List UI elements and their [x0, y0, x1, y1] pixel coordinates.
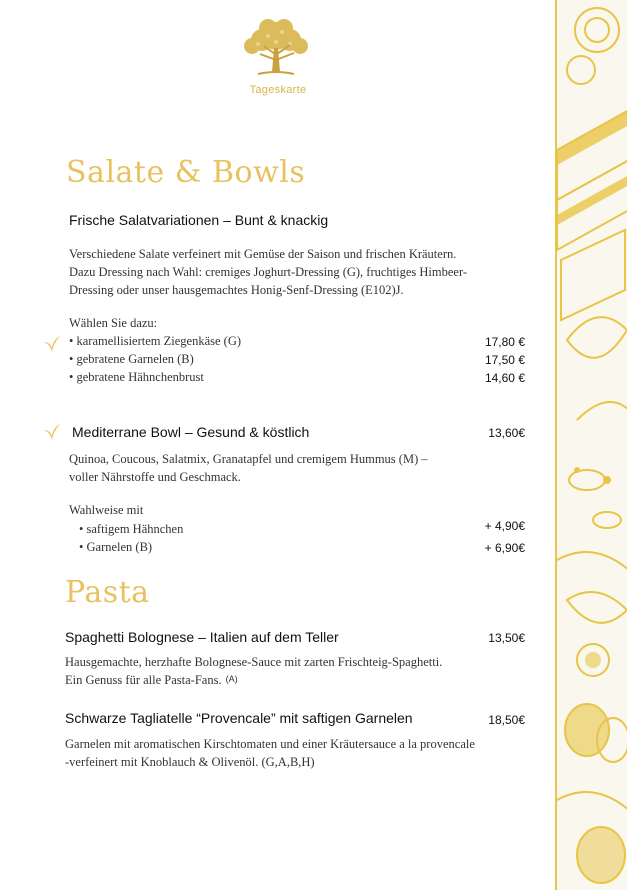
item-desc-bolognese: Hausgemachte, herzhafte Bolognese-Sauce mit zarten Frischteig-Spaghetti. Ein Genuss für alle Pasta-Fans. (A) — [65, 655, 443, 687]
item-title-mediterrane-bowl: Mediterrane Bowl – Gesund & köstlich — [72, 424, 310, 440]
allergen-label: (A) — [225, 674, 238, 684]
option-haehnchen: • saftigem Hähnchen — [79, 522, 184, 536]
price-garnelen: 17,50 € — [484, 353, 525, 367]
price-haehnchenbrust: 14,60 € — [484, 371, 525, 385]
wahlweise-label: Wahlweise mit — [69, 503, 144, 517]
tree-logo-icon — [238, 14, 314, 84]
item-title-salatvariationen: Frische Salatvariationen – Bunt & knackig — [69, 212, 329, 228]
option-ziegenkaese: • karamellisiertem Ziegenkäse (G) — [69, 334, 242, 348]
item-desc-tagliatelle: Garnelen mit aromatischen Kirschtomaten und einer Kräutersauce a la provencale -verfeinert mit Knoblauch & Olivenöl. (G,A,B,H) — [65, 737, 475, 769]
price-bolognese: 13,50€ — [488, 631, 525, 645]
price-mediterrane-bowl: 13,60€ — [488, 426, 525, 440]
price-haehnchen: + 4,90€ — [484, 519, 525, 533]
price-tagliatelle: 18,50€ — [488, 713, 525, 727]
section-title-pasta: Pasta — [65, 575, 150, 610]
logo-label: Tageskarte — [249, 84, 307, 96]
choose-label: Wählen Sie dazu: — [69, 316, 158, 330]
leaf-icon — [42, 334, 62, 354]
option-garnelen: • gebratene Garnelen (B) — [69, 352, 194, 366]
section-title-salate: Salate & Bowls — [66, 155, 306, 190]
option-haehnchenbrust: • gebratene Hähnchenbrust — [69, 370, 204, 384]
option-bowl-garnelen: • Garnelen (B) — [79, 540, 153, 554]
item-title-tagliatelle: Schwarze Tagliatelle “Provencale” mit saftigen Garnelen — [65, 710, 413, 726]
price-bowl-garnelen: + 6,90€ — [484, 541, 525, 555]
leaf-icon — [42, 422, 62, 442]
item-desc-mediterrane-bowl: Quinoa, Coucous, Salatmix, Granatapfel und cremigem Hummus (M) – voller Nährstoffe und Geschmack. — [69, 452, 428, 484]
item-desc-salatvariationen: Verschiedene Salate verfeinert mit Gemüse der Saison und frischen Kräutern. Dazu Dressing nach Wahl: cremiges Joghurt-Dressing (G), fruchtiges Himbeer- Dressing oder unser hausgemachtes Honig-Senf-Dressing (E102)J. — [69, 247, 468, 297]
side-decoration — [555, 0, 627, 890]
price-ziegenkaese: 17,80 € — [484, 335, 525, 349]
item-title-bolognese: Spaghetti Bolognese – Italien auf dem Teller — [65, 629, 339, 645]
food-illustration-icon — [557, 0, 627, 890]
